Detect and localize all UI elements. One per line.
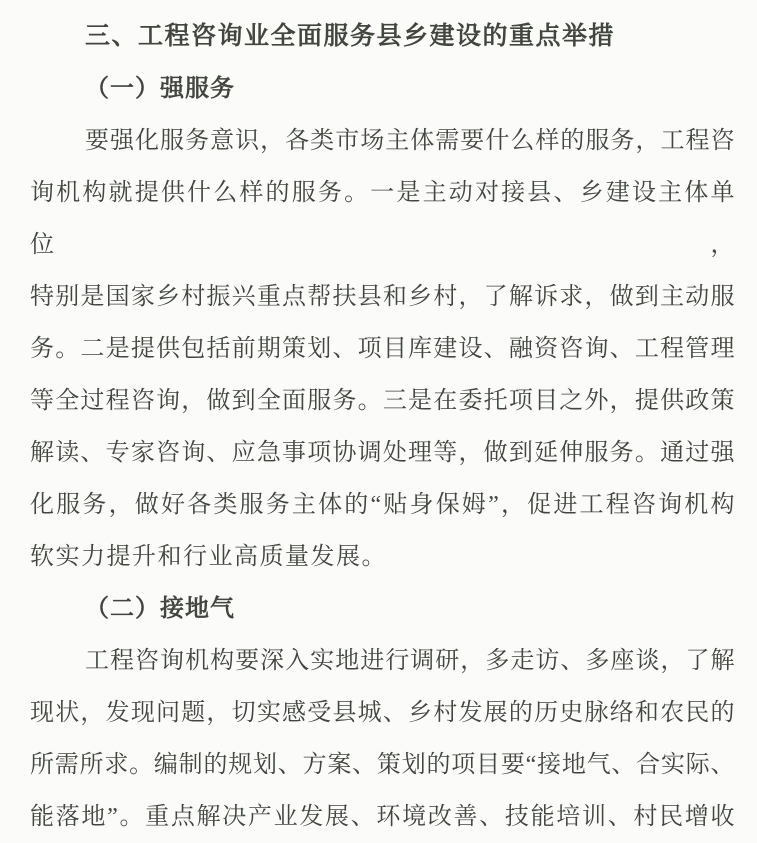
paragraph-1-line-4: 务。二是提供包括前期策划、项目库建设、融资咨询、工程管理 xyxy=(30,336,735,362)
paragraph-1-line-2: 询机构就提供什么样的服务。一是主动对接县、乡建设主体单位， xyxy=(30,180,735,258)
paragraph-1-line-5: 等全过程咨询，做到全面服务。三是在委托项目之外，提供政策 xyxy=(30,388,735,414)
paragraph-2-line-1: 工程咨询机构要深入实地进行调研，多走访、多座谈，了解 xyxy=(85,648,735,674)
paragraph-2-line-3: 所需所求。编制的规划、方案、策划的项目要“接地气、合实际、 xyxy=(30,752,735,778)
paragraph-1-line-1: 要强化服务意识，各类市场主体需要什么样的服务，工程咨 xyxy=(85,128,735,154)
document-heading: 三、工程咨询业全面服务县乡建设的重点举措 xyxy=(85,23,616,50)
paragraph-1-line-6: 解读、专家咨询、应急事项协调处理等，做到延伸服务。通过强 xyxy=(30,440,735,466)
subheading-section-2: （二）接地气 xyxy=(85,596,235,622)
paragraph-2-line-2: 现状，发现问题，切实感受县城、乡村发展的历史脉络和农民的 xyxy=(30,700,735,726)
paragraph-1-line-3: 特别是国家乡村振兴重点帮扶县和乡村，了解诉求，做到主动服 xyxy=(30,284,735,310)
subheading-section-1: （一）强服务 xyxy=(85,76,235,102)
paragraph-2-line-4: 能落地”。重点解决产业发展、环境改善、技能培训、村民增收 xyxy=(30,804,735,830)
paragraph-1-line-8: 软实力提升和行业高质量发展。 xyxy=(30,544,387,570)
paragraph-1-line-7: 化服务，做好各类服务主体的“贴身保姆”，促进工程咨询机构 xyxy=(30,492,735,518)
